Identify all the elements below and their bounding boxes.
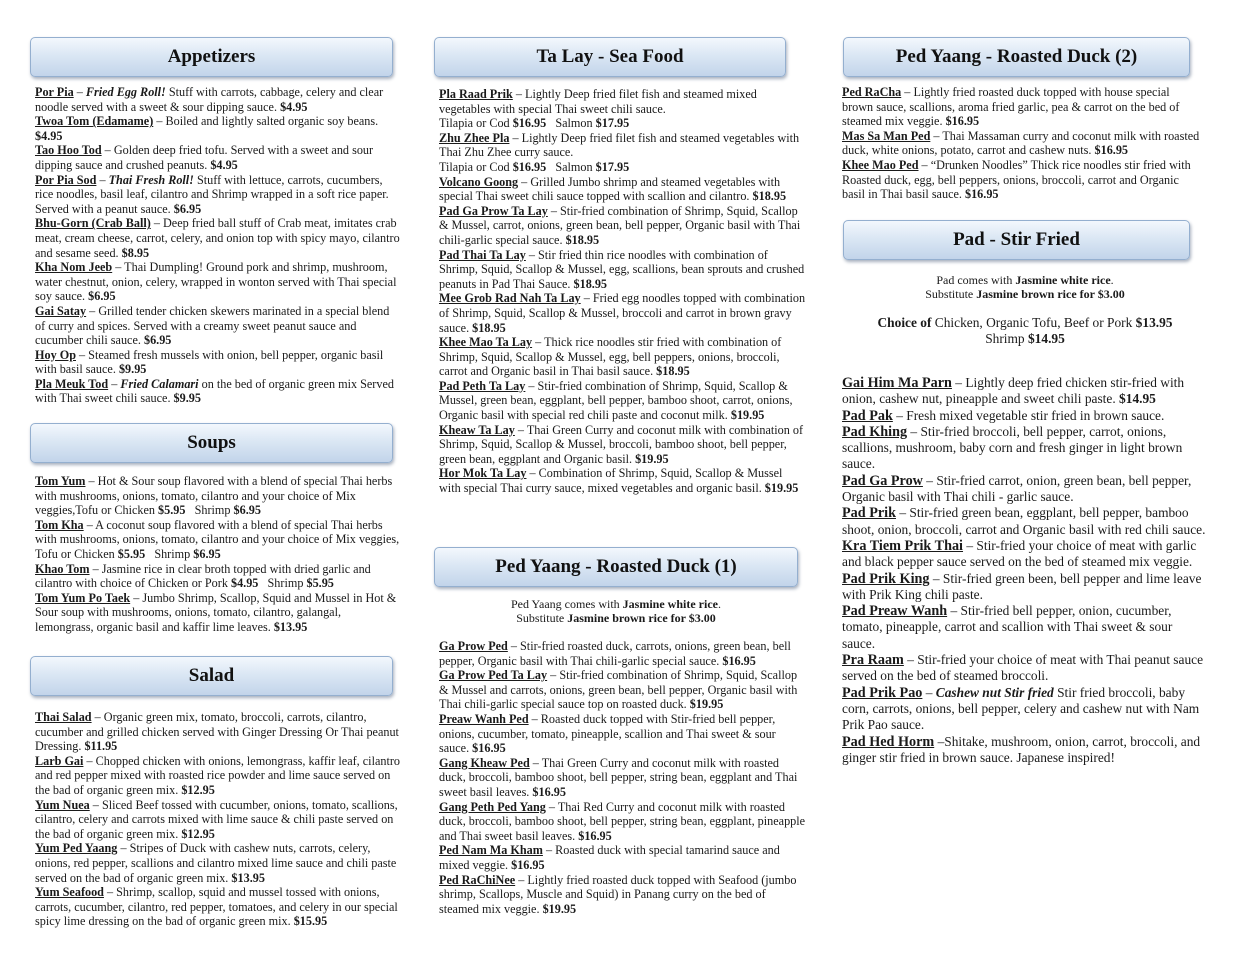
item-description: Stir-fried green bean, eggplant, bell pepper, bamboo shoot, onion, broccoli, carrot and Organic basil with red chili sauce. [842,505,1206,537]
item-description: Stuff with lettuce, carrots, cucumbers, rice noodles, basil leaf, cilantro and Shrimp wrapped in a soft rice paper. Served with a peanut sauce. [35,172,389,216]
item-description: Chopped chicken with onions, lemongrass, kaffir leaf, cilantro and red pepper mixed with roasted rice powder and lime sauce served on the bad of organic green mix. [35,753,400,797]
duck1-list [439,639,807,916]
item-name: Gang Peth Ped Yang [439,799,546,814]
menu-item: Yum Seafood – Shrimp, scallop, squid and mussel tossed with onions, carrots, cucumber, cilantro, red pepper, tomatoes, and celery in our special spicy lime dressing on the bad of organic green mix. $15.95 [35,885,398,929]
menu-item: Twoa Tom (Edamame) – Boiled and lightly salted organic soy beans. $4.95 [35,114,379,143]
item-name: Bhu-Gorn (Crab Ball) [35,216,151,231]
item-description: Thai Dumpling! Ground pork and shrimp, mushroom, water chestnut, onion, celery, wrapped in wonton served with Thai special soy sauce. [35,260,397,304]
item-subtitle: Thai Fresh Roll! [108,172,194,187]
menu-item: Tom Kha – A coconut soup flavored with a blend of special Thai herbs with mushrooms, onions, tomato, cilantro and your choice of Mix veggies, Tofu or Chicken $5.95 Shrimp $6.95 [35,517,400,561]
item-name: Pad Thai Ta Lay [439,247,526,262]
item-description: Thai Green Curry and coconut milk with combination of Shrimp, Squid, Scallop & Mussel, broccoli, bamboo shoot, bell pepper, green bean, eggplant and Organic basil. [439,422,804,466]
item-description: Stir-fried your choice of meat with Thai peanut sauce served on the bed of steamed broccoli. [842,652,1204,684]
item-name: Twoa Tom (Edamame) [35,114,154,129]
duck1-header: Ped Yaang - Roasted Duck (1) [434,547,798,587]
item-description: Steamed fresh mussels with onion, bell pepper, organic basil with basil sauce. [35,347,384,377]
item-price: $6.95 [173,201,202,216]
menu-item: Pla Raad Prik – Lightly Deep fried filet fish and steamed mixed vegetables with special Thai sweet chili sauce. Tilapia or Cod $16.95 Salmon $17.95 [439,87,757,131]
item-price: $16.95 [578,828,612,843]
menu-item: Pad Prik – Stir-fried green bean, eggplant, bell pepper, bamboo shoot, onion, broccoli, carrot and Organic basil with red chili sauce. [842,505,1206,537]
item-name: Gang Kheaw Ped [439,755,530,770]
menu-item: Tom Yum – Hot & Sour soup flavored with a blend of special Thai herbs with mushrooms, onions, tomato, cilantro and your choice of Mix veggies,Tofu or Chicken $5.95 Shrimp $6.95 [35,474,393,518]
item-price: $4.95 [210,157,238,172]
stirfried-note2-a: Substitute [925,287,977,301]
item-price: $19.95 [635,451,669,466]
item-description: Combination of Shrimp, Squid, Scallop & Mussel with special Thai curry sauce, mixed vegetables and organic basil. [439,466,783,496]
item-description: “Drunken Noodles” Thick rice noodles stir fried with Roasted duck, egg, bell peppers, onions, broccoli, carrot and Organic basil in Thai basil sauce. [842,157,1191,202]
item-name: Ga Prow Ped [439,639,508,653]
item-name: Pad Prik Pao [842,684,923,701]
menu-item: Zhu Zhee Pla – Lightly Deep fried filet fish and steamed vegetables with Thai Zhu Zhee curry sauce. Tilapia or Cod $16.95 Salmon $17.95 [439,130,800,174]
duck1-rice-note: Ped Yaang comes with Jasmine white rice. Substitute Jasmine brown rice for $3.00 [511,597,721,625]
item-price: $16.95 [722,653,756,668]
menu-item: Khee Mao Ped – “Drunken Noodles” Thick rice noodles stir fried with Roasted duck, egg, bell peppers, onions, broccoli, carrot and Organic basil in Thai basil sauce. $16.95 [842,157,1191,202]
item-description: Stir-fried green been, bell pepper and lime leave with Prik King chili paste. [842,570,1202,602]
item-description: Roasted duck topped with Stir-fried bell pepper, onions, cucumber, tomato, pineapple, scallion and Thai sweet & sour sauce. [439,711,776,756]
item-price: $16.95 [511,857,545,872]
item-description: Lightly fried roasted duck topped with house special brown sauce, scallions, aroma fried garlic, pea & carrot on the bed of steamed mix veggie. [842,85,1180,129]
item-name: Hor Mok Ta Lay [439,466,527,481]
item-price2: $6.95 [233,503,261,518]
duck1-note2-a: Substitute [516,611,568,625]
seafood-list [439,87,807,496]
item-price2-label: Salmon [555,116,593,131]
item-description: Stuff with carrots, cabbage, celery and clear noodle served with a sweet & sour dipping sauce. [35,85,384,114]
item-price: $8.95 [121,245,150,260]
item-price: $19.95 [730,408,765,423]
menu-item: Hor Mok Ta Lay – Combination of Shrimp, Squid, Scallop & Mussel with special Thai curry sauce, mixed vegetables and organic basil. $19.95 [439,466,799,496]
item-description: Stir fried broccoli, baby corn, carrots, onions, bell pepper, celery and cashew nut with Nam Prik Pao sauce. [842,684,1200,733]
item-description: Lightly Deep fried filet fish and steamed mixed vegetables with special Thai sweet chili sauce. [439,87,757,116]
item-description: Shrimp, scallop, squid and mussel tossed with onions, carrots, cucumber, cilantro, red pepper, tomatoes, and celery in our special spicy lime dressing on the bad of organic green mix. [35,885,398,929]
menu-item: Pad Ga Prow – Stir-fried carrot, onion, green bean, bell pepper, Organic basil with Thai chili - garlic sauce. [842,472,1192,505]
item-name: Kha Nom Jeeb [35,260,113,275]
item-subtitle: Fried Calamari [120,376,199,391]
item-name: Mas Sa Man Ped [842,128,931,143]
item-price: $4.95 [35,128,63,143]
menu-item: Kra Tiem Prik Thai – Stir-fried your choice of meat with garlic and black pepper sauce served on the bed of steamed mix veggie. [842,537,1197,570]
menu-item: Pad Preaw Wanh – Stir-fried bell pepper, onion, cucumber, tomato, pineapple, carrot and scallion with Thai sweet & sour sauce. [842,603,1173,651]
item-name: Pad Khing [842,423,908,440]
item-description: Stir-fried carrot, onion, green bean, bell pepper, Organic basil with Thai chili - garlic sauce. [842,472,1192,505]
item-price: $18.95 [565,232,600,247]
item-description: Stir-fried roasted duck, carrots, onions, green bean, bell pepper, Organic basil with Thai chili-garlic special sauce. [439,639,791,668]
item-price: $19.95 [542,901,577,916]
item-name: Khee Mao Ped [842,157,919,172]
item-description: Boiled and lightly salted organic soy beans. [162,114,379,129]
item-description: Fresh mixed vegetable stir fried in brown sauce. [902,407,1165,423]
menu-item: Volcano Goong – Grilled Jumbo shrimp and steamed vegetables with special Thai sweet chili sauce topped with scallion and cilantro. $18.95 [439,174,787,204]
item-name: Por Pia [35,85,74,99]
item-price: $4.95 [230,576,259,591]
menu-item: Pad Khing – Stir-fried broccoli, bell pepper, carrot, onions, scallions, mushroom, baby corn and fresh ginger in light brown sauce. [842,423,1183,472]
shrimp-price: $14.95 [1027,331,1065,346]
item-description: Thai Massaman curry and coconut milk with roasted duck, white onions, potato, carrot and cashew nuts. [842,128,1200,158]
item-price2-label: Shrimp [267,576,304,591]
item-price: $15.95 [293,914,328,929]
item-description: Sliced Beef tossed with cucumber, onions, tomato, scallions, cilantro, celery and carrots mixed with lime sauce & chili paste served on the bad of organic green mix. [35,797,398,841]
item-name: Tom Yum [35,474,86,488]
stirfried-header: Pad - Stir Fried [843,220,1190,260]
item-price2-label: Salmon [555,159,593,174]
item-price2: $5.95 [306,576,334,591]
item-price: $18.95 [656,364,690,379]
item-price2: $6.95 [193,546,221,561]
item-description: Stir-fried combination of Shrimp, Squid, Scallop & Mussel, carrot, onions, green bean, bell pepper, Organic basil with Thai chili-garlic special sauce. [439,203,801,247]
menu-item: Bhu-Gorn (Crab Ball) – Deep fried ball stuff of Crab meat, imitates crab meat, cream cheese, carrot, celery, and onion top with spicy mayo, cilantro and sesame seed. $8.95 [35,216,400,260]
item-price: $9.95 [173,391,201,406]
menu-item: Gang Kheaw Ped – Thai Green Curry and coconut milk with roasted duck, broccoli, bamboo shoot, bell pepper, string bean, eggplant and Thai sweet basil leaves. $16.95 [439,755,798,799]
menu-item: Por Pia – Fried Egg Roll! Stuff with carrots, cabbage, celery and clear noodle served with a sweet & sour dipping sauce. $4.95 [35,85,384,114]
stirfried-protein-choice [843,315,1207,347]
item-price: $5.95 [158,503,186,518]
menu-item: Gang Peth Ped Yang – Thai Red Curry and coconut milk with roasted duck, broccoli, bamboo shoot, bell pepper, string bean, eggplant, pineapple and Thai sweet basil leaves. $16.95 [439,799,806,843]
item-name: Preaw Wanh Ped [439,711,529,726]
item-name: Gai Him Ma Parn [842,375,952,391]
item-name: Ped Nam Ma Kham [439,843,543,858]
item-name: Kra Tiem Prik Thai [842,537,964,554]
item-name: Pla Raad Prik [439,87,513,101]
item-description: Stir-fried combination of Shrimp, Squid, Scallop & Mussel and carrots, onions, green bean, bell pepper, Organic basil with Thai chili-garlic special sauce top on roasted duck. [439,668,798,712]
item-description: Golden deep fried tofu. Served with a sweet and sour dipping sauce and crushed peanuts. [35,143,374,172]
shrimp-label: Shrimp [985,331,1025,346]
item-name: Larb Gai [35,753,84,768]
item-description: Thai Red Curry and coconut milk with roasted duck, broccoli, bamboo shoot, bell pepper, string bean, eggplant, pineapple and Thai sweet basil leaves. [439,799,806,843]
item-price: $19.95 [689,697,724,712]
item-option: Tilapia or Cod [439,159,513,174]
menu-item: Pad Prik Pao – Cashew nut Stir fried Stir fried broccoli, baby corn, carrots, onions, bell pepper, celery and cashew nut with Nam Prik Pao sauce. [842,684,1200,733]
item-price: $6.95 [88,289,116,304]
item-description: Jumbo Shrimp, Scallop, Squid and Mussel in Hot & Sour soup with mushrooms, onions, tomato, cilantro, galangal, lemongrass, organic basil and kaffir lime leaves. [35,590,397,634]
item-description: Stir-fried combination of Shrimp, Squid, Scallop & Mussel, green bean, eggplant, bell pepper, bamboo shoot, carrot, onions, Organic basil with special red chili paste and coconut milk. [439,378,793,423]
item-price: $18.95 [573,276,608,291]
menu-item: Hoy Op – Steamed fresh mussels with onion, bell pepper, organic basil with basil sauce. $9.95 [35,347,384,377]
item-name: Ped RaChiNee [439,872,516,887]
item-price: $13.95 [231,870,265,885]
item-name: Thai Salad [35,710,92,724]
stirfried-note1-b: Jasmine white rice [1015,273,1111,287]
item-description: Lightly deep fried chicken stir-fried with onion, cashew nut, pineapple and sweet chili paste. [842,375,1185,407]
item-description: Thai Green Curry and coconut milk with roasted duck, broccoli, bamboo shoot, bell pepper, string bean, eggplant and Thai sweet basil leaves. [439,755,798,799]
seafood-header: Ta Lay - Sea Food [434,37,786,77]
item-name: Mee Grob Rad Nah Ta Lay [439,291,581,306]
menu-item: Pla Meuk Tod – Fried Calamari on the bed of organic green mix Served with Thai sweet chili sauce. $9.95 [35,376,394,406]
menu-item: Ped RaCha – Lightly fried roasted duck topped with house special brown sauce, scallions, aroma fried garlic, pea & carrot on the bed of steamed mix veggie. $16.95 [842,85,1180,129]
menu-item: Kha Nom Jeeb – Thai Dumpling! Ground pork and shrimp, mushroom, water chestnut, onion, celery, wrapped in wonton served with Thai special soy sauce. $6.95 [35,260,397,304]
menu-item: Thai Salad – Organic green mix, tomato, broccoli, carrots, cilantro, cucumber and grilled chicken served with Ginger Dressing Or Thai peanut Dressing. $11.95 [35,710,399,754]
item-name: Kheaw Ta Lay [439,422,515,437]
item-price: $5.95 [117,546,146,561]
soups-header: Soups [30,423,393,463]
duck1-note2-b: Jasmine brown rice for $3.00 [567,611,716,625]
item-name: Khee Mao Ta Lay [439,335,533,350]
item-price: $18.95 [752,189,787,204]
item-price2-label: Shrimp [154,546,191,561]
menu-item: Gai Him Ma Parn – Lightly deep fried chicken stir-fried with onion, cashew nut, pineapple and sweet chili paste. $14.95 [842,375,1185,407]
item-description: Grilled Jumbo shrimp and steamed vegetables with special Thai sweet chili sauce topped with scallion and cilantro. [439,174,781,204]
menu-item: Ga Prow Ped Ta Lay – Stir-fried combination of Shrimp, Squid, Scallop & Mussel and carrots, onions, green bean, bell pepper, Organic basil with Thai chili-garlic special sauce top on roasted duck. $19.95 [439,668,798,712]
menu-item: Tao Hoo Tod – Golden deep fried tofu. Served with a sweet and sour dipping sauce and crushed peanuts. $4.95 [35,143,374,172]
choice-label: Choice of [877,315,932,330]
item-name: Pad Hed Horm [842,733,935,750]
item-option: Tilapia or Cod [439,116,513,131]
item-name: Por Pia Sod [35,172,97,187]
item-description: Organic green mix, tomato, broccoli, carrots, cilantro, cucumber and grilled chicken served with Ginger Dressing Or Thai peanut Dressing. [35,710,399,754]
item-name: Zhu Zhee Pla [439,130,510,145]
stirfried-list [842,375,1206,766]
stirfried-note2-b: Jasmine brown rice for $3.00 [976,287,1125,301]
item-name: Yum Seafood [35,885,104,900]
item-price: $16.95 [532,784,566,799]
item-description: Deep fried ball stuff of Crab meat, imitates crab meat, cream cheese, carrot, celery, and onion top with spicy mayo, cilantro and sesame seed. [35,216,400,260]
item-name: Tao Hoo Tod [35,143,102,158]
item-description: Fried egg noodles topped with combination of Shrimp, Squid, Scallop & Mussel, broccoli and carrot in brown gravy sauce. [439,291,806,335]
item-name: Khao Tom [35,561,90,576]
item-name: Ped RaCha [842,85,902,99]
salad-list [35,710,401,929]
item-price: $16.95 [964,187,999,202]
menu-item: Khee Mao Ta Lay – Thick rice noodles stir fried with combination of Shrimp, Squid, Scallop & Mussel, egg, bell peppers, onions, broccoli, carrot and Organic basil in Thai basil sauce. $18.95 [439,335,782,379]
duck1-note1-a: Ped Yaang comes with [511,597,623,611]
item-price: $16.95 [472,741,506,756]
item-description: Roasted duck with special tamarind sauce and mixed veggie. [439,843,780,872]
menu-item: Pad Pak – Fresh mixed vegetable stir fried in brown sauce. [842,407,1165,424]
item-price: $6.95 [143,333,172,348]
item-description: Stir fried thin rice noodles with combination of Shrimp, Squid, Scallop & Mussel, egg, scallions, bean sprouts and crushed peanuts in Pad Thai Sauce. [439,247,805,291]
menu-item: Preaw Wanh Ped – Roasted duck topped with Stir-fried bell pepper, onions, cucumber, tomato, pineapple, scallion and Thai sweet & sour sauce. $16.95 [439,711,776,756]
item-description: Lightly fried roasted duck topped with Seafood (jumbo shrimp, Scallops, Muscle and Squid) in Panang curry on the bed of steamed mix veggie. [439,872,797,916]
item-price: $9.95 [118,362,147,377]
menu-item: Pad Hed Horm –Shitake, mushroom, onion, carrot, broccoli, and ginger stir fried in brown sauce. Japanese inspired! [842,733,1201,765]
item-description: Stir-fried broccoli, bell pepper, carrot, onions, scallions, mushroom, baby corn and fresh ginger in light brown sauce. [842,423,1183,472]
item-description: Stir-fried your choice of meat with garlic and black pepper sauce served on the bed of steamed mix veggie. [842,537,1197,570]
item-description: Shitake, mushroom, onion, carrot, broccoli, and ginger stir fried in brown sauce. Japanese inspired! [842,733,1201,765]
menu-item: Pra Raam – Stir-fried your choice of meat with Thai peanut sauce served on the bed of steamed broccoli. [842,652,1204,684]
item-name: Volcano Goong [439,174,519,189]
menu-item: Kheaw Ta Lay – Thai Green Curry and coconut milk with combination of Shrimp, Squid, Scallop & Mussel, broccoli, bamboo shoot, bell pepper, green bean, eggplant and Organic basil. $19.95 [439,422,804,466]
item-name: Pad Peth Ta Lay [439,378,526,393]
item-price: $18.95 [472,320,506,335]
item-price: $13.95 [273,619,308,634]
item-price: $14.95 [1119,391,1156,407]
item-description: Stripes of Duck with cashew nuts, carrots, celery, onions, red pepper, scallions and cilantro mixed lime sauce and chili paste served on the bad of organic green mix. [35,841,397,885]
item-price: $19.95 [764,481,799,496]
item-description: Stir-fried bell pepper, onion, cucumber, tomato, pineapple, carrot and scallion with Thai sweet & sour sauce. [842,603,1173,651]
item-price: $16.95 [945,114,980,129]
item-name: Ga Prow Ped Ta Lay [439,668,548,683]
item-price: $16.95 [1094,143,1129,158]
menu-item: Pad Ga Prow Ta Lay – Stir-fried combination of Shrimp, Squid, Scallop & Mussel, carrot, onions, green bean, bell pepper, Organic basil with Thai chili-garlic special sauce. $18.95 [439,203,801,247]
item-name: Yum Ped Yaang [35,841,118,856]
item-description: Grilled tender chicken skewers marinated in a special blend of curry and spices. Served with a creamy sweet peanut sauce and cucumber chili sauce. [35,303,390,348]
menu-item: Ped Nam Ma Kham – Roasted duck with special tamarind sauce and mixed veggie. $16.95 [439,843,780,872]
item-price2-label: Shrimp [194,503,231,518]
item-name: Pad Preaw Wanh [842,603,948,620]
item-subtitle: Fried Egg Roll! [85,85,166,99]
item-description: Thick rice noodles stir fried with combination of Shrimp, Squid, Scallop & Mussel, egg, bell peppers, onions, broccoli, carrot and Organic basil in Thai basil sauce. [439,335,782,379]
duck2-list [842,85,1202,202]
item-name: Pad Prik King [842,570,930,587]
salad-header: Salad [30,656,393,696]
item-price: $12.95 [181,782,215,797]
item-price: $12.95 [181,826,215,841]
menu-item: Ped RaChiNee – Lightly fried roasted duck topped with Seafood (jumbo shrimp, Scallops, Muscle and Squid) in Panang curry on the bed of steamed mix veggie. $19.95 [439,872,797,916]
item-price: $16.95 [512,116,547,131]
appetizers-list [35,85,401,406]
appetizers-header: Appetizers [30,37,393,77]
menu-item: Por Pia Sod – Thai Fresh Roll! Stuff with lettuce, carrots, cucumbers, rice noodles, basil leaf, cilantro and Shrimp wrapped in a soft rice paper. Served with a peanut sauce. $6.95 [35,172,389,216]
menu-item: Yum Nuea – Sliced Beef tossed with cucumber, onions, tomato, scallions, cilantro, celery and carrots mixed with lime sauce & chili paste served on the bad of organic green mix. $12.95 [35,797,398,841]
duck1-note1-b: Jasmine white rice [622,597,718,611]
item-description: A coconut soup flavored with a blend of special Thai herbs with mushrooms, onions, tomato, cilantro and your choice of Mix veggies, Tofu or Chicken [35,517,400,561]
item-name: Tom Yum Po Taek [35,590,131,605]
item-description: Lightly Deep fried filet fish and steamed vegetables with Thai Zhu Zhee curry sauce. [439,130,800,160]
item-name: Gai Satay [35,303,87,318]
item-price: $16.95 [512,159,547,174]
item-price: $4.95 [280,99,308,114]
item-name: Pad Prik [842,505,896,522]
menu-item: Ga Prow Ped – Stir-fried roasted duck, carrots, onions, green bean, bell pepper, Organic basil with Thai chili-garlic special sauce. $16.95 [439,639,791,668]
soups-list [35,474,401,635]
item-price2: $17.95 [595,159,630,174]
item-subtitle: Cashew nut Stir fried [935,684,1054,700]
item-name: Yum Nuea [35,797,90,812]
item-name: Pad Ga Prow [842,472,923,489]
item-price: $11.95 [84,739,118,754]
menu-item: Mas Sa Man Ped – Thai Massaman curry and coconut milk with roasted duck, white onions, potato, carrot and cashew nuts. $16.95 [842,128,1200,158]
menu-item: Pad Peth Ta Lay – Stir-fried combination of Shrimp, Squid, Scallop & Mussel, green bean, eggplant, bell pepper, bamboo shoot, carrot, onions, Organic basil with special red chili paste and coconut milk. $19.95 [439,378,793,423]
menu-item: Gai Satay – Grilled tender chicken skewers marinated in a special blend of curry and spices. Served with a creamy sweet peanut sauce and cucumber chili sauce. $6.95 [35,303,390,348]
duck2-header: Ped Yaang - Roasted Duck (2) [843,37,1190,77]
menu-item: Larb Gai – Chopped chicken with onions, lemongrass, kaffir leaf, cilantro and red pepper mixed with roasted rice powder and lime sauce served on the bad of organic green mix. $12.95 [35,753,400,797]
item-price2: $17.95 [595,116,630,131]
item-description: on the bed of organic green mix Served with Thai sweet chili sauce. [35,376,394,406]
item-name: Hoy Op [35,347,76,362]
item-description: Jasmine rice in clear broth topped with dried garlic and cilantro with choice of Chicken or Pork [35,561,371,591]
choice-text: Chicken, Organic Tofu, Beef or Pork [931,315,1136,330]
item-name: Pad Pak [842,407,893,424]
menu-item: Pad Prik King – Stir-fried green been, bell pepper and lime leave with Prik King chili paste. [842,570,1202,602]
stirfried-rice-note: Pad comes with Jasmine white rice. Substitute Jasmine brown rice for $3.00 [925,273,1125,301]
item-name: Pla Meuk Tod [35,376,109,391]
menu-item: Pad Thai Ta Lay – Stir fried thin rice noodles with combination of Shrimp, Squid, Scallop & Mussel, egg, scallions, bean sprouts and crushed peanuts in Pad Thai Sauce. $18.95 [439,247,805,291]
stirfried-note1-a: Pad comes with [936,273,1016,287]
menu-item: Yum Ped Yaang – Stripes of Duck with cashew nuts, carrots, celery, onions, red pepper, scallions and cilantro mixed lime sauce and chili paste served on the bad of organic green mix. $13.95 [35,841,397,885]
item-name: Tom Kha [35,517,84,532]
menu-item: Khao Tom – Jasmine rice in clear broth topped with dried garlic and cilantro with choice of Chicken or Pork $4.95 Shrimp $5.95 [35,561,371,591]
item-name: Pra Raam [842,652,904,669]
item-description: Hot & Sour soup flavored with a blend of special Thai herbs with mushrooms, onions, tomato, cilantro and your choice of Mix veggies,Tofu or Chicken [35,474,393,518]
choice-price: $13.95 [1135,315,1173,330]
menu-item: Mee Grob Rad Nah Ta Lay – Fried egg noodles topped with combination of Shrimp, Squid, Scallop & Mussel, broccoli and carrot in brown gravy sauce. $18.95 [439,291,806,335]
item-name: Pad Ga Prow Ta Lay [439,203,548,218]
menu-item: Tom Yum Po Taek – Jumbo Shrimp, Scallop, Squid and Mussel in Hot & Sour soup with mushrooms, onions, tomato, cilantro, galangal, lemongrass, organic basil and kaffir lime leaves. $13.95 [35,590,397,634]
